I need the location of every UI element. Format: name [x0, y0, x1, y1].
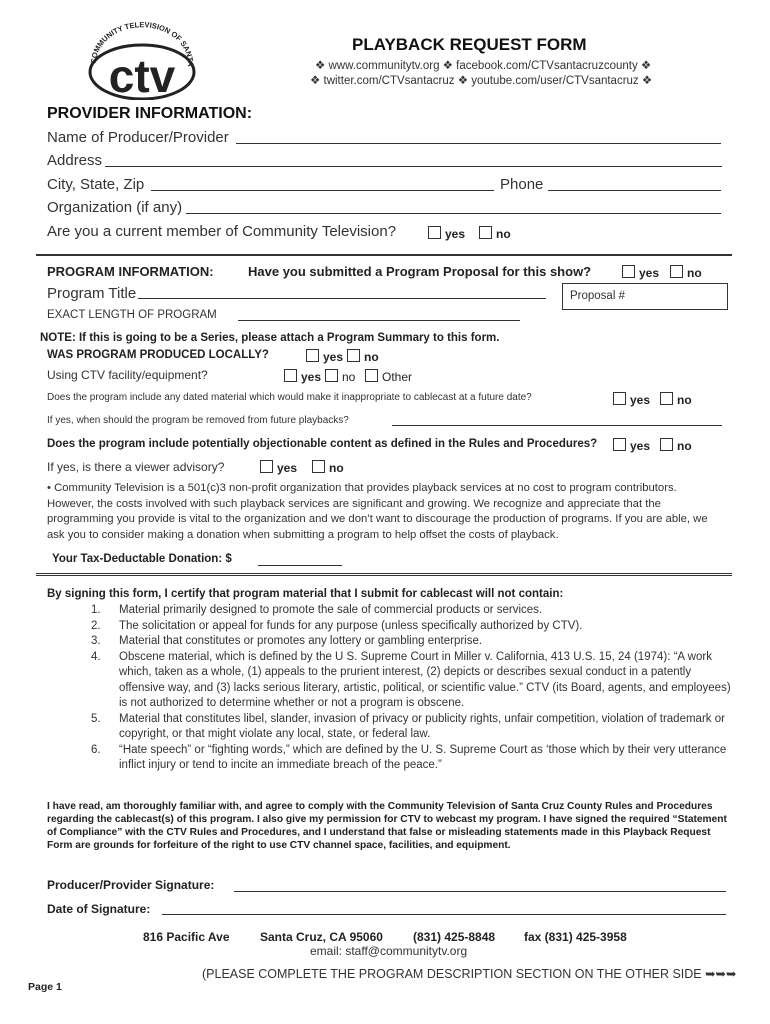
producer-name-field[interactable] [236, 143, 721, 144]
program-heading: PROGRAM INFORMATION: [47, 264, 214, 279]
nonprofit-paragraph: • Community Television is a 501(c)3 non-profit organization that provides playback services at no cost to program contributors. However, the costs involved with such playback services are significant and growing. We recognize and appreciate that the programming you provide is vital to the organization and we don’t want to discourage the production of programs. If you are able, we ask you to consider making a donation when submitting a program to help offset the costs of playback. [47, 482, 708, 541]
phone-field[interactable] [548, 190, 721, 191]
rule-text: “Hate speech” or “fighting words,” which are defined by the U. S. Supreme Court as ‘those which by their very utterance inflict injury or tend to incite an immediate breach of the peace.” [119, 743, 727, 771]
organization-label: Organization (if any) [47, 199, 183, 216]
page-number: Page 1 [28, 981, 62, 993]
footer-address: 816 Pacific Ave [143, 930, 230, 944]
signature-label: Producer/Provider Signature: [47, 878, 215, 892]
program-title-field[interactable] [138, 298, 546, 299]
social-links-2: ❖ twitter.com/CTVsantacruz ❖ youtube.com/user/CTVsantacruz ❖ [310, 75, 653, 87]
rule-number: 2. [91, 619, 101, 632]
series-note: NOTE: If this is going to be a Series, please attach a Program Summary to this form. [40, 332, 500, 344]
objectionable-yes-option[interactable]: yes [613, 438, 650, 453]
checkbox[interactable] [613, 392, 626, 405]
donation-field[interactable] [258, 565, 342, 566]
removal-field[interactable] [392, 425, 722, 426]
rule-item [47, 743, 737, 774]
rule-number: 1. [91, 604, 101, 616]
local-yes-option[interactable]: yes [306, 349, 343, 364]
dated-question: Does the program include any dated material which would make it inappropriate to cablecast at a future date? [47, 392, 532, 403]
checkbox[interactable] [312, 460, 325, 473]
length-label: EXACT LENGTH OF PROGRAM [47, 309, 217, 321]
local-no-option[interactable]: no [347, 349, 379, 364]
length-field[interactable] [238, 320, 520, 321]
continue-note: (PLEASE COMPLETE THE PROGRAM DESCRIPTION SECTION ON THE OTHER SIDE ➥➥➥ [202, 967, 737, 981]
phone-label: Phone [500, 176, 544, 193]
checkbox[interactable] [613, 438, 626, 451]
checkbox[interactable] [479, 226, 492, 239]
city-label: City, State, Zip [47, 176, 145, 193]
rule-item [47, 603, 737, 619]
member-question: Are you a current member of Community Television? [47, 223, 397, 240]
certify-heading: By signing this form, I certify that program material that I submit for cablecast will not contain: [47, 588, 564, 600]
facility-yes-option[interactable]: yes [284, 369, 321, 384]
rules-list [47, 603, 737, 774]
rule-text: Material primarily designed to promote the sale of commercial products or services. [119, 604, 543, 616]
producer-name-label: Name of Producer/Provider [47, 129, 229, 146]
agreement-paragraph: I have read, am thoroughly familiar with, and agree to comply with the Community Television of Santa Cruz County Rules and Procedures regarding the cablecast(s) of this program. I also give my permission for CTV to webcast my program. I have signed the required “Statement of Compliance” with the CTV Rules and Procedures, and I understand that false or misleading statements made in this Playback Request Form are grounds for forfeiture of the right to use CTV channel space, facilities, and equipment. [47, 801, 727, 851]
dated-yes-option[interactable]: yes [613, 392, 650, 407]
checkbox[interactable] [660, 392, 673, 405]
footer-city: Santa Cruz, CA 95060 [260, 930, 383, 944]
rule-text: Obscene material, which is defined by the U S. Supreme Court in Miller v. California, 413 U.S. 15, 24 (1974): “A work which, taken as a whole, (1) appeals to the prurient interest, (2) depicts or describes sexual conduct in a patently offensive way, and (3) lacks serious literary, artistic, political, or scientific value.” CTV (its Board, agents, and employees) is not authorized to determine whether or not a program is obscene. [119, 650, 731, 709]
rule-item [47, 712, 737, 743]
logo-ring-text: COMMUNITY TELEVISION OF SANTA [88, 20, 196, 67]
social-links-1: ❖ www.communitytv.org ❖ facebook.com/CTVsantacruzcounty ❖ [315, 60, 652, 72]
checkbox[interactable] [428, 226, 441, 239]
donation-label: Your Tax-Deductable Donation: $ [52, 553, 232, 565]
footer-phone: (831) 425-8848 [413, 930, 496, 944]
footer-email: email: staff@communitytv.org [310, 944, 468, 958]
rule-item [47, 634, 737, 650]
checkbox[interactable] [284, 369, 297, 382]
checkbox[interactable] [660, 438, 673, 451]
facility-no-option[interactable]: no [325, 369, 355, 384]
checkbox[interactable] [365, 369, 378, 382]
logo-graphic [82, 18, 200, 100]
program-title-label: Program Title [47, 285, 137, 302]
facility-other-option[interactable]: Other [365, 369, 412, 384]
proposal-yes-option[interactable]: yes [622, 265, 659, 280]
checkbox[interactable] [622, 265, 635, 278]
objectionable-question: Does the program include potentially objectionable content as defined in the Rules and Procedures? [47, 438, 598, 450]
logo-text: ctv [108, 50, 176, 100]
member-no-option[interactable]: no [479, 226, 511, 241]
date-field[interactable] [162, 914, 726, 915]
section-divider [36, 573, 732, 576]
checkbox[interactable] [260, 460, 273, 473]
organization-field[interactable] [186, 213, 721, 214]
removal-question: If yes, when should the program be removed from future playbacks? [47, 415, 349, 426]
footer-fax: fax (831) 425-3958 [524, 930, 627, 944]
checkbox[interactable] [670, 265, 683, 278]
advisory-question: If yes, is there a viewer advisory? [47, 460, 225, 474]
facility-question: Using CTV facility/equipment? [47, 368, 208, 382]
rule-item [47, 619, 737, 635]
rule-item [47, 650, 737, 712]
section-divider [36, 254, 732, 256]
rule-number: 6. [91, 743, 101, 756]
member-yes-option[interactable]: yes [428, 226, 465, 241]
local-question: WAS PROGRAM PRODUCED LOCALLY? [47, 349, 269, 361]
rule-text: Material that constitutes libel, slander, invasion of privacy or publicity rights, unfair competition, violation of trademark or copyright, or that might violate any local, state, or federal law. [119, 712, 725, 740]
rule-text: Material that constitutes or promotes any lottery or gambling enterprise. [119, 635, 483, 647]
city-field[interactable] [151, 190, 494, 191]
checkbox[interactable] [347, 349, 360, 362]
dated-no-option[interactable]: no [660, 392, 692, 407]
objectionable-no-option[interactable]: no [660, 438, 692, 453]
address-field[interactable] [105, 166, 722, 167]
checkbox[interactable] [325, 369, 338, 382]
signature-field[interactable] [234, 891, 726, 892]
checkbox[interactable] [306, 349, 319, 362]
advisory-yes-option[interactable]: yes [260, 460, 297, 475]
proposal-no-option[interactable]: no [670, 265, 702, 280]
address-label: Address [47, 152, 103, 169]
rule-number: 4. [91, 650, 101, 663]
rule-text: The solicitation or appeal for funds for any purpose (unless specifically authorized by CTV). [119, 619, 583, 632]
rule-number: 5. [91, 712, 101, 725]
rule-number: 3. [91, 635, 101, 647]
proposal-number-box[interactable] [562, 283, 728, 310]
advisory-no-option[interactable]: no [312, 460, 344, 475]
provider-heading: PROVIDER INFORMATION: [47, 105, 253, 122]
proposal-number-label: Proposal # [570, 290, 625, 302]
date-label: Date of Signature: [47, 902, 151, 916]
ctv-logo [82, 18, 200, 100]
form-title: PLAYBACK REQUEST FORM [352, 35, 587, 54]
proposal-question: Have you submitted a Program Proposal for this show? [248, 264, 592, 279]
